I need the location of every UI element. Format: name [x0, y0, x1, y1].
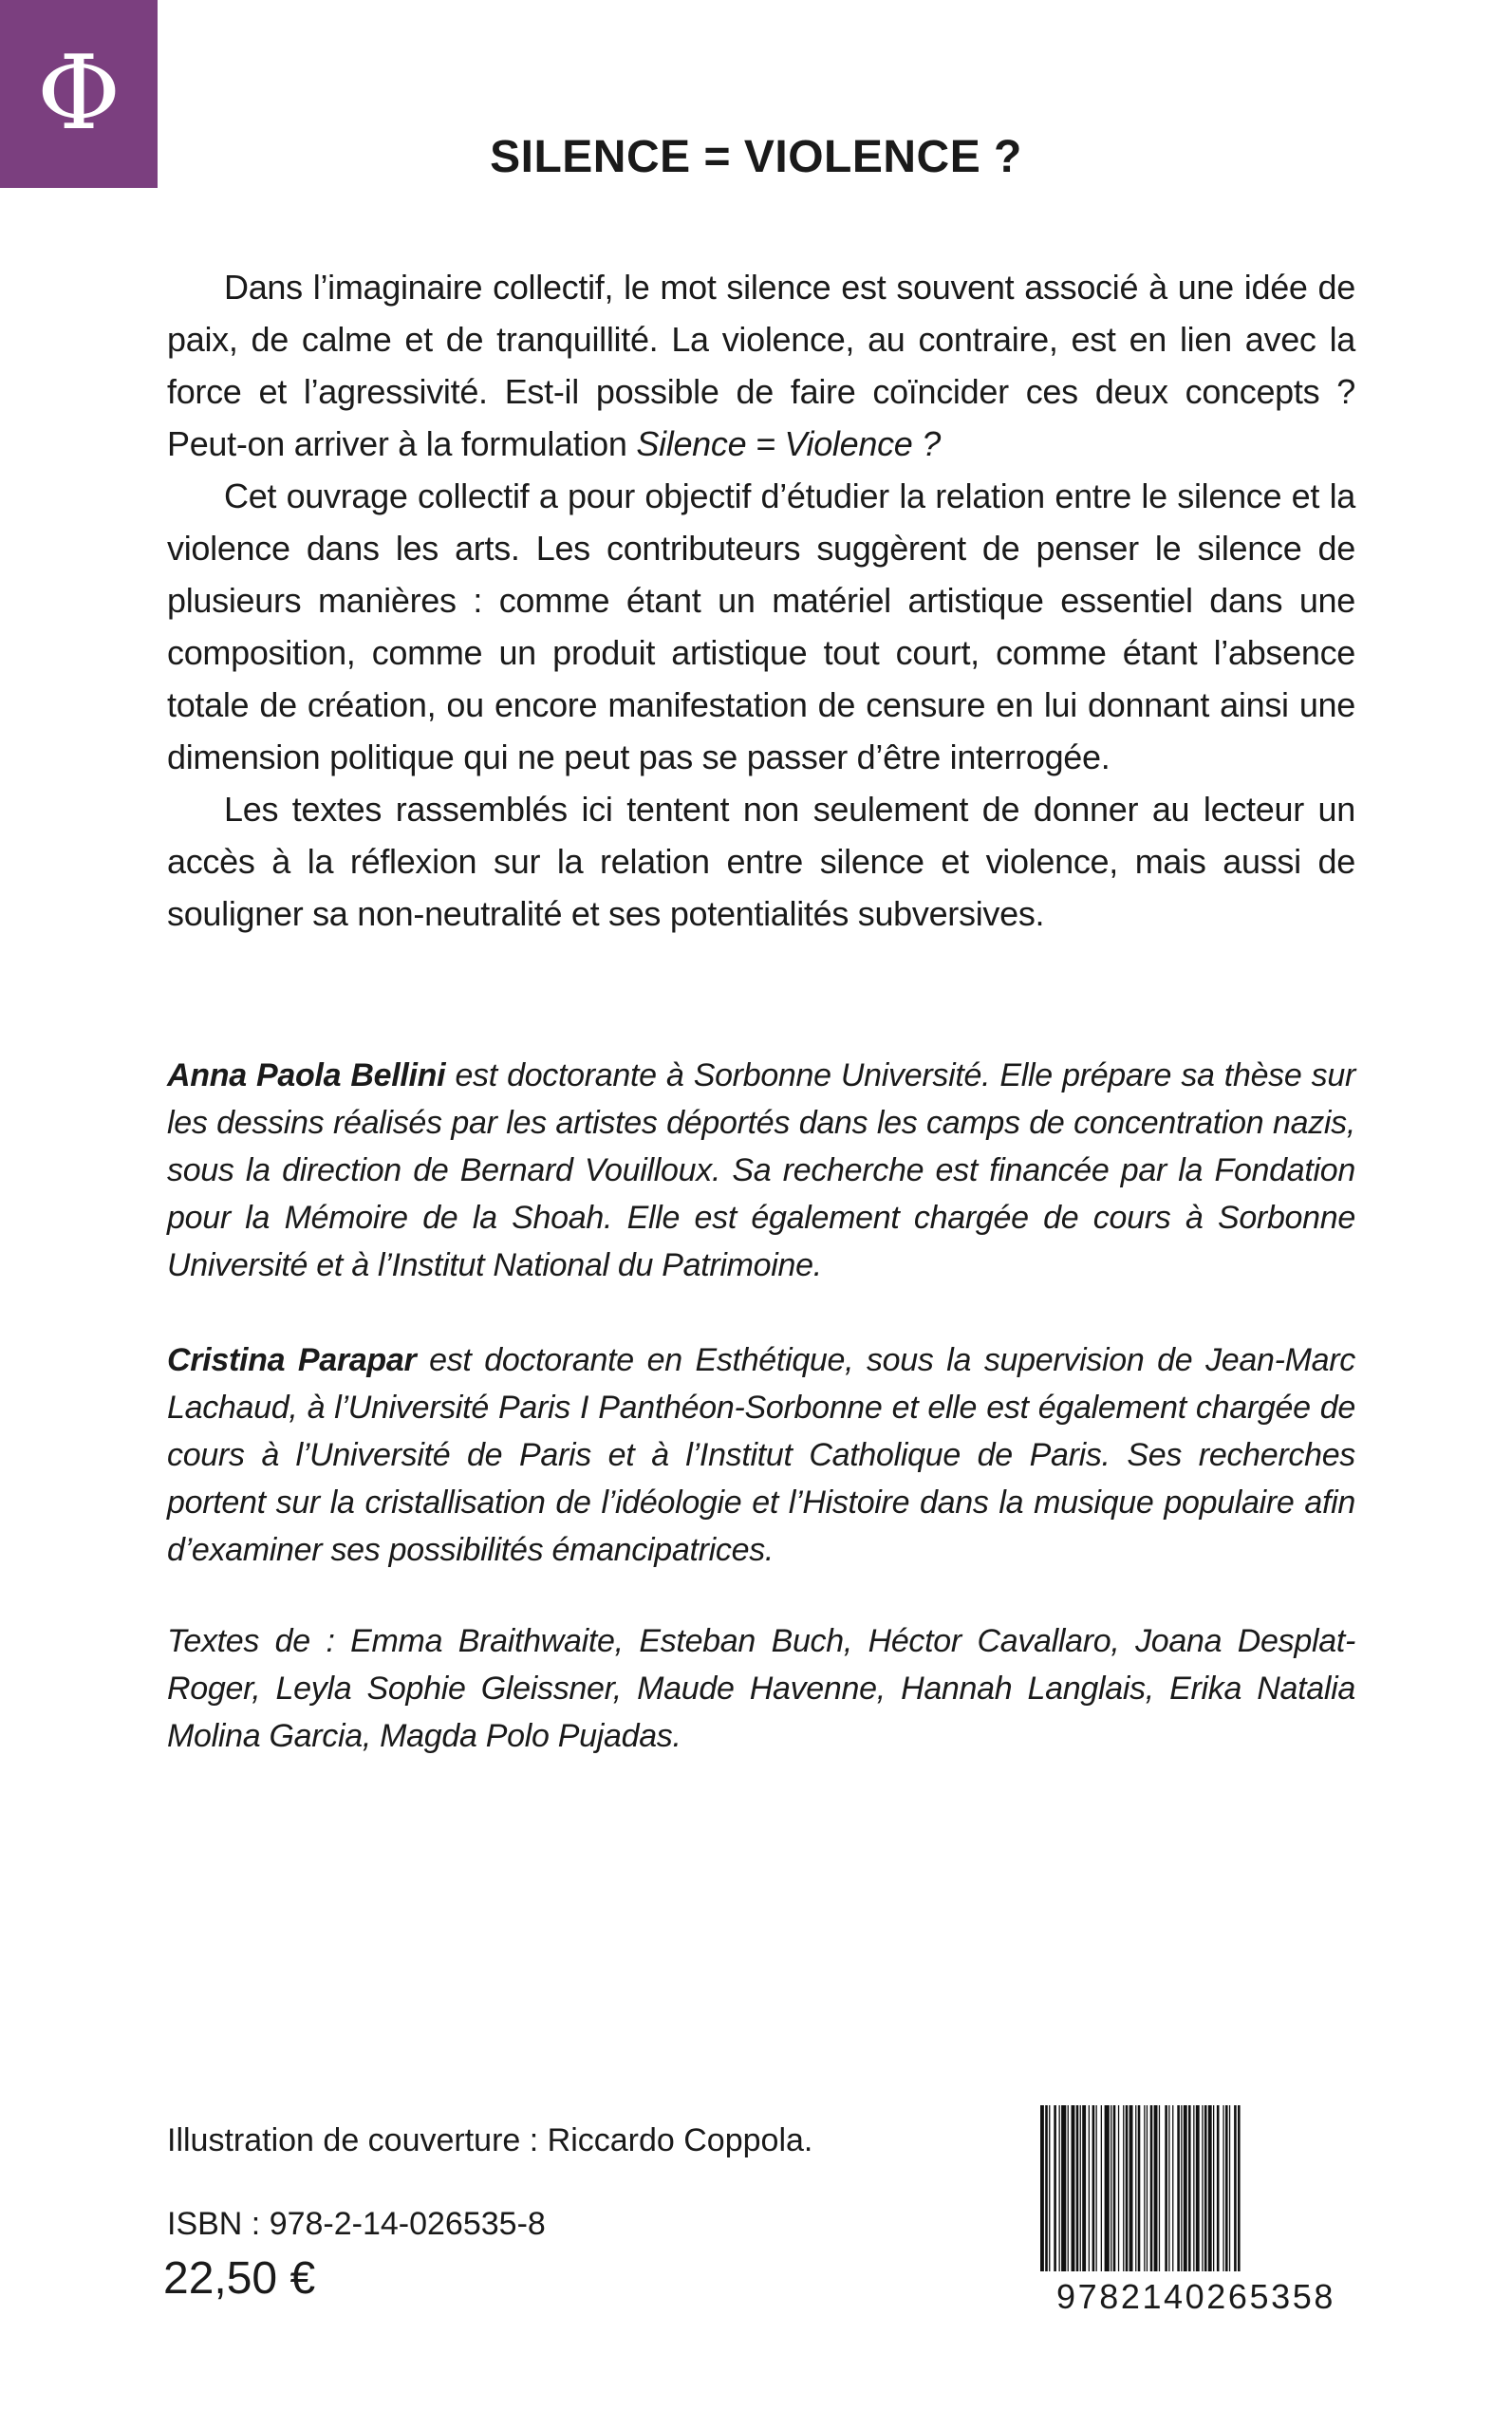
- description-p1-text: Dans l’imaginaire collectif, le mot silence est souvent associé à une idée de paix, de calme et de tranquillité. La violence, au contraire, est en lien avec la force et l’agressivité. Est-il possible de faire coïncider ces deux concepts ? Peut-on arriver à la formulation: [167, 268, 1355, 463]
- barcode-icon: [1038, 2105, 1353, 2271]
- book-description: [167, 261, 1355, 940]
- contributors-list: Textes de : Emma Braithwaite, Esteban Buch, Héctor Cavallaro, Joana Desplat-Roger, Leyla Sophie Gleissner, Maude Havenne, Hannah Langlais, Erika Natalia Molina Garcia, Magda Polo Pujadas.: [167, 1623, 1355, 1754]
- barcode-number: 9782140265358: [1055, 2277, 1336, 2316]
- book-title: SILENCE = VIOLENCE ?: [490, 132, 1022, 182]
- author-name-1: Anna Paola Bellini: [167, 1057, 446, 1093]
- description-paragraph-3: Les textes rassemblés ici tentent non seulement de donner au lecteur un accès à la réflexion sur la relation entre silence et violence, mais aussi de souligner sa non-neutralité et ses potentialités subversives.: [167, 790, 1355, 933]
- description-paragraph-1: [167, 261, 1355, 470]
- barcode-block: [1038, 2105, 1353, 2317]
- description-p1-italic: Silence = Violence ?: [636, 424, 941, 463]
- author-bio-1-text: est doctorante à Sorbonne Université. Elle prépare sa thèse sur les dessins réalisés par les artistes déportés dans les camps de concentration nazis, sous la direction de Bernard Vouilloux. Sa recherche est financée par la Fondation pour la Mémoire de la Shoah. Elle est également chargée de cours à Sorbonne Université et à l’Institut National du Patrimoine.: [167, 1057, 1355, 1283]
- author-bio-2-text: est doctorante en Esthétique, sous la supervision de Jean-Marc Lachaud, à l’Université Paris I Panthéon-Sorbonne et elle est également chargée de cours à l’Université de Paris et à l’Institut Catholique de Paris. Ses recherches portent sur la cristallisation de l’idéologie et l’Histoire dans la musique populaire afin d’examiner ses possibilités émancipatrices.: [167, 1342, 1355, 1568]
- description-paragraph-2: Cet ouvrage collectif a pour objectif d’étudier la relation entre le silence et la violence dans les arts. Les contributeurs suggèrent de penser le silence de plusieurs manières : comme étant un matériel artistique essentiel dans une composition, comme un produit artistique tout court, comme étant l’absence totale de création, ou encore manifestation de censure en lui donnant ainsi une dimension politique qui ne peut pas se passer d’être interrogée.: [167, 476, 1355, 776]
- price-label: 22,50 €: [163, 2253, 316, 2304]
- author-bio-1: [167, 1052, 1355, 1289]
- illustration-credit: Illustration de couverture : Riccardo Coppola.: [167, 2122, 813, 2158]
- author-bio-2: [167, 1336, 1355, 1574]
- phi-logo-icon: Φ: [36, 34, 121, 153]
- isbn-label: ISBN : 978-2-14-026535-8: [167, 2206, 546, 2242]
- author-name-2: Cristina Parapar: [167, 1342, 417, 1378]
